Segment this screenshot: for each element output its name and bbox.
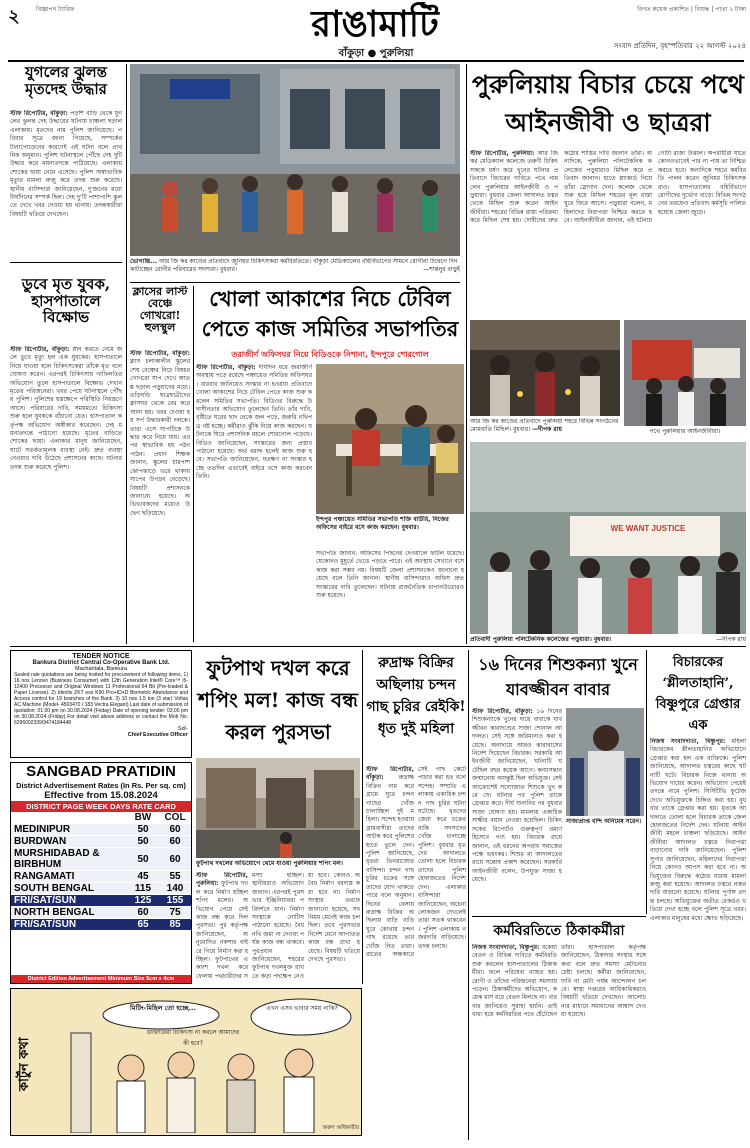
- s6-headline: পুরুলিয়ায় বিচার চেয়ে পথে আইনজীবী ও ছাত্ররা: [472, 70, 744, 137]
- rate-bw: 115: [127, 883, 159, 895]
- rate-header-blank: [11, 812, 127, 824]
- rate-region: MURSHIDABAD & BIRBHUM: [11, 848, 127, 871]
- top-left-text: বিজ্ঞাপন ট্যারিফ: [36, 6, 75, 13]
- rate-col: 55: [159, 871, 191, 883]
- s5-photo-caption: ইন্দপুর পঞ্চায়েত সমিতির সভাপতি শক্তি বাউরি, নিজের অফিসের বাইরে বসে কাজ করছেন। বুধবার।: [316, 516, 449, 531]
- s1-headline: যুগলের ঝুলন্ত মৃতদেহ উদ্ধার: [24, 64, 108, 98]
- tender-sign: Sd/-: [177, 726, 188, 732]
- hospital-caption-bold: ভোগান্তি...: [130, 258, 158, 265]
- s9-body-text: ১৬ দিনের শিশুকন্যাকে খুনের দায়ে বাবাকে যাবজ্জীবন কারাদণ্ডের সাজা শোনাল আদালত। সেই সঙ্গে জরিমানাও করা হয়েছে। অনাদায়ে আরও কারাবাসের নির্দেশ দিয়েছেন বিচারক। সরকারি আইনজীবী জানিয়েছেন, ঘটনাটি ঘটেছিল বছর কয়েক আগে। কন্যাসন্তান জন্মানোয় অসন্তুষ্ট ছিল অভিযুক্ত। সেই আক্রোশেই সদ্যোজাত শিশুকে খুন করে সে। ঘটনার পর পুলিশ তাকে গ্রেপ্তার করে। দীর্ঘ শুনানির পর বুধবার সাজা ঘোষণা হয়। মামলায় একাধিক সাক্ষীর বয়ান নেওয়া হয়েছিল। চিকিৎসকের রিপোর্টও গুরুত্বপূর্ণ প্রমাণ হিসেবে গণ্য হয়। বিচারক রায়ে জানান, এই ধরনের অপরাধ সমাজের পক্ষে ভয়ংকর। শিশুর মা আদালতের রায়ে সন্তোষ প্রকাশ করেছেন। সরকারি আইনজীবী বলেন, উপযুক্ত সাজা হয়েছে।: [472, 708, 562, 884]
- s6-photo-students-art: [470, 442, 746, 634]
- s5-subhead: তরাজীর্ণ অফিসঘর নিয়ে বিডিওকে নিশানা, ইন্দপুরে শোরগোল: [231, 350, 429, 359]
- rate-col: 60: [159, 836, 191, 848]
- s7-photo: [196, 758, 360, 858]
- s8-body: [366, 766, 466, 1136]
- hospital-photo-art: [130, 64, 460, 256]
- column-rule: [193, 286, 194, 642]
- column-rule: [466, 64, 467, 644]
- rate-card-line2: Effective from 15.08.2024: [44, 790, 158, 801]
- rate-col: 155: [159, 895, 191, 907]
- rate-region: NORTH BENGAL: [11, 907, 127, 919]
- s6-photo3-credit: —দীপক রায়: [716, 636, 746, 643]
- s1-body-text: পড়শি বাড়ি থেকে যুগলের ঝুলন্ত দেহ উদ্ধারের ঘটনায় চাঞ্চল্য ছড়াল এলাকায়। মৃতদের নাম পুলিশ জানিয়েছে। পরিবার সূত্রে জানা গিয়েছে, সম্পর্কের টানাপোড়েনের কারণেই এই ঘটনা বলে প্রাথমিক অনুমান। পুলিশ ঘটনাস্থলে পৌঁছে দেহ দুটি উদ্ধার করে ময়নাতদন্তে পাঠিয়েছে। এলাকায় শোকের ছায়া নেমে এসেছে। পুলিশ অস্বাভাবিক মৃত্যুর মামলা রুজু করে তদন্ত শুরু করেছে। স্থানীয় বাসিন্দারা জানিয়েছেন, দু'জনের মধ্যে দীর্ঘদিনের সম্পর্ক ছিল। দেহ দু'টি পাশাপাশি ঝুলতে দেখে খবর দেওয়া হয় থানায়। তদন্তকারীরা বিষয়টি খতিয়ে দেখছেন।: [10, 110, 122, 218]
- cartoon-bubble-2: এখন এসব ভাবার সময় নাকি?: [266, 1005, 338, 1012]
- rate-region: MEDINIPUR: [11, 824, 127, 836]
- rate-header-bw: BW: [127, 812, 159, 824]
- s10-body: [650, 738, 746, 1138]
- rate-table-row: [11, 919, 191, 931]
- s6-photo-lawyers: [624, 320, 746, 426]
- rate-table-row: [11, 824, 191, 836]
- s6-photo-candles: [470, 320, 620, 416]
- rate-region: SOUTH BENGAL: [11, 883, 127, 895]
- tender-org: Bankura District Central Co-Operative Bank Ltd.: [32, 660, 170, 666]
- s5-body-left: [196, 364, 312, 642]
- s9-headline: ১৬ দিনের শিশুকন্যা খুনে যাবজ্জীবন বাবার: [478, 655, 638, 699]
- s2-byline: স্টাফ রিপোর্টার, বাঁকুড়া:: [10, 346, 70, 353]
- rate-bw: 50: [127, 836, 159, 848]
- page-number: ২: [8, 6, 20, 24]
- s7-body: [196, 872, 360, 982]
- s6-photo-lawyers-art: [624, 320, 746, 426]
- divider: [472, 916, 646, 917]
- cartoon-credit: অরুণ অধিকারীর: [322, 1125, 359, 1131]
- rate-col: 60: [159, 824, 191, 836]
- s4-body-text: ক্লাস চলাকালীন স্কুলের শেষ বেঞ্চের নিচে বিষধর গোখরো সাপ দেখে আতঙ্ক ছড়াল পড়ুয়াদের মধ্যে। তড়িঘড়ি ছাত্রছাত্রীদের ক্লাসঘর থেকে বের করে আনা হয়। খবর দেওয়া হয় সর্প উদ্ধারকারী দলকে। তারা এসে সাপটিকে উদ্ধার করে নিয়ে যায়। এরপর স্বাভাবিক হয় পঠনপাঠন। প্রধান শিক্ষক জানান, স্কুলের চারপাশ ঝোপঝাড়ে ভরে থাকায় সাপের উপদ্রব বেড়েছে। বিষয়টি প্রশাসনকে জানানো হয়েছে। অভিভাবকদের মধ্যেও উদ্বেগ ছড়িয়েছে।: [130, 358, 190, 517]
- rate-card-bar: DISTRICT PAGE WEEK DAYS RATE CARD: [11, 801, 191, 812]
- s6-photo3-caption-text: প্রতিবাদী পুরুলিয়া পলিটেকনিক কলেজের পড়ুয়ারা। বুধবার।: [470, 636, 612, 643]
- s1-byline: স্টাফ রিপোর্টার, বাঁকুড়া:: [10, 110, 68, 117]
- s2-body-text: স্নান করতে নেমে জলে ডুবে মৃত্যু হল এক যুবকের। হাসপাতালে নিয়ে যাওয়া হলে চিকিৎসকেরা তাঁকে মৃত বলে ঘোষণা করেন। এরপরই চিকিৎসায় গাফিলতির অভিযোগ তুলে হাসপাতালে বিক্ষোভ দেখান মৃতের পরিজনেরা। খবর পেয়ে ঘটনাস্থলে পৌঁছয় পুলিশ। পুলিশের হস্তক্ষেপে পরিস্থিতি নিয়ন্ত্রণে আসে। পরিবারের দাবি, সময়মতো চিকিৎসা শুরু হলে যুবককে বাঁচানো যেত। হাসপাতাল কর্তৃপক্ষ অভিযোগ অস্বীকার করেছেন। দেহ ময়নাতদন্তে পাঠানো হয়েছে। মৃতের বাড়িতে শোকের ছায়া। এলাকার মানুষ জানিয়েছেন, ঘাটে সতর্কতামূলক ব্যবস্থা নেই। দ্রুত ব্যবস্থা নেওয়ার দাবি উঠেছে প্রশাসনের কাছে। ঘটনার তদন্ত শুরু করেছে পুলিশ।: [10, 346, 122, 471]
- s7-headline: ফুটপাথ দখল করে শপিং মল! কাজ বন্ধ করল পুরসভা: [197, 656, 359, 744]
- s1-body: [10, 110, 122, 260]
- tender-address: Machantala, Bankura: [75, 666, 127, 672]
- cartoon-panel: [10, 988, 362, 1136]
- s9-byline: স্টাফ রিপোর্টার, বাঁকুড়া:: [472, 708, 533, 715]
- rate-table-row: [11, 895, 191, 907]
- s6-photo-candles-art: [470, 320, 620, 416]
- rate-table-row: [11, 871, 191, 883]
- hospital-caption-text: আর জি কর কাণ্ডের প্রতিবাদে জুনিয়র চিকিৎসকরা কর্মবিরতিতে। বাঁকুড়া মেডিক্যালের বহির্বিভাগের সামনে রোগীরা উদ্বেগে দিন কাটাচ্ছেন রোগীর পরিবারের সদস্যরা। বুধবার।: [130, 258, 458, 273]
- rate-table-row: [11, 836, 191, 848]
- s8-body-text: রুদ্রাক্ষ বিক্রির নাম করে গ্রামে ঘুরে চন্দন গাছের খোঁজ চালাচ্ছিল দুই মহিলা। সন্দেহ হওয়ায় গ্রামবাসীরা তাদের আটক করে পুলিশের হাতে তুলে দেন। পুলিশ জানিয়েছে, ধৃতরা ভিনরাজ্যের বাসিন্দা। চন্দন গাছ চুরির চক্রের সঙ্গে তাদের যোগ থাকতে পারে বলে অনুমান। দিনের বেলায় রুদ্রাক্ষ বিক্রির অছিলায় বাড়ি বাড়ি ঘুরে কোথায় চন্দন গাছ রয়েছে তার খোঁজ নিত তারা। রাতের অন্ধকারে সেই গাছ কেটে পাচার করা হত বলে সন্দেহ। সম্প্রতি এলাকায় একাধিক চন্দন গাছ চুরির ঘটনা ঘটেছে। ধৃতদের জেরা করে চক্রের বাকি সদস্যদের খোঁজ চালাচ্ছে পুলিশ। বুধবার ধৃতদের আদালতে তোলা হলে বিচারক তাদের পুলিশ হেফাজতের নির্দেশ দেন। এলাকার বাসিন্দারা জানিয়েছেন, অচেনা লোকজন দেখলেই তারা সতর্ক থাকবেন। পুলিশ এলাকায় নজরদারি বাড়িয়েছে। তদন্ত চলছে।: [366, 766, 466, 958]
- divider: [130, 282, 460, 283]
- s8-byline: স্টাফ রিপোর্টার, বাঁকুড়া:: [366, 766, 414, 782]
- rate-col: 75: [159, 907, 191, 919]
- s6-body-text: আর জি কর মেডিক্যাল কলেজে তরুণী চিকিৎসককে ধর্ষণ করে খুনের ঘটনার প্রতিবাদে বিচারের দাবিতে পথে নামলেন পুরুলিয়ার আইনজীবী ও পড়ুয়ারা। বুধবার জেলা আদালত চত্বর থেকে মিছিল শুরু করেন আইনজীবীরা। শহরের বিভিন্ন রাস্তা পরিক্রমা করে মিছিল শেষ হয়। দোষীদের দ্রুত কঠোর শাস্তির দাবি জানান তাঁরা। অন্যদিকে, পুরুলিয়া পলিটেকনিক কলেজের পড়ুয়ারাও মিছিল করে প্রতিবাদ জানান। হাতে প্ল্যাকার্ড নিয়ে তাঁরা স্লোগান দেন। কলেজ থেকে শুরু হয়ে মিছিল শহরের মূল রাস্তা ঘুরে ফিরে আসে। পড়ুয়ারা বলেন, মহিলাদের নিরাপত্তা নিশ্চিত করতে হবে। আইনজীবীরা জানান, এই ঘটনায় গোটা রাজ্য উত্তাল। অপরাধীরা যাতে কোনওভাবেই পার না পায় তা নিশ্চিত করতে হবে। অন্যদিকে শহরে কর্মবিরতি পালন করেন জুনিয়র চিকিৎসকরাও। হাসপাতালের বহির্বিভাগে রোগীদের দুর্ভোগ বাড়ে। বিভিন্ন সংগঠনের তরফেও প্রতিবাদ কর্মসূচি পালিত হয়েছে জেলা জুড়ে।: [470, 150, 746, 225]
- rate-bw: 65: [127, 919, 159, 931]
- tender-notice: [10, 650, 192, 758]
- rate-card: [10, 762, 192, 984]
- rate-bw: 50: [127, 824, 159, 836]
- s6-banner-text: WE WANT JUSTICE: [610, 524, 686, 533]
- s9-photo-caption: সাজাপ্রাপ্ত বন্দি অনিমেষ সরেন।: [566, 818, 642, 825]
- s6-photo-lawyers-caption: পথে পুরুলিয়ার আইনজীবীরা।: [649, 428, 721, 435]
- hospital-photo-caption: [130, 258, 460, 280]
- rate-table: [11, 812, 191, 931]
- s7-body-text: ফুটপাথ দখল করে নির্মাণ হচ্ছিল শপিং মলের। অভিযোগ পেয়ে সেই কাজ বন্ধ করে দিল পুরসভা। পুর কর্তৃপক্ষ জানিয়েছেন, অনুমোদিত নকশার বাইরে গিয়ে নির্মাণ করা হচ্ছিল। ফুটপাথের একাংশ দখল করে ফেলায় পথচারীদের সমস্যা হচ্ছিল। স্থানীয়রাও অভিযোগ জানান। এরপরই পুরসভার ইঞ্জিনিয়াররা পরিদর্শনে যান। নির্মাণ সংস্থাকে নোটিস পাঠানো হয়েছে। বৈধ নথি জমা না দেওয়া পর্যন্ত কাজ বন্ধ থাকবে। পুরপ্রধান জানিয়েছেন, শহরের ফুটপাথ দখলমুক্ত রাখতে কড়া পদক্ষেপ নেওয়া হবে। কোনও অবৈধ নির্মাণ বরদাস্ত করা হবে না। নির্মাণ সংস্থার তরফে জানানো হয়েছে, সব নিয়ম মেনেই কাজ চলছিল। তবে পুরসভার নির্দেশ মেনে আপাতত কাজ বন্ধ রাখা হয়েছে। বিষয়টি খতিয়ে দেখছে পুরসভা।: [196, 872, 360, 980]
- hospital-photo: [130, 64, 460, 256]
- s4-body: [130, 350, 190, 644]
- s11-body-text: বকেয়া বেতন ও বিভিন্ন দাবিতে কর্মবিরতি শুরু করলেন হাসপাতালের ঠিকাকর্মীরা। ফলে পরিষেবা ব্যাহত হয়। রোগী ও তাঁদের পরিজনেরা সমস্যায় পড়েন। ঠিকাকর্মীদের অভিযোগ, কয়েক মাস ধরে বেতন মিলছে না। বারবার জানিয়েও সুরাহা হয়নি। তাই বাধ্য হয়ে কর্মবিরতির পথে হেঁটেছেন তাঁরা। হাসপাতাল কর্তৃপক্ষ জানিয়েছেন, ঠিকাদার সংস্থার সঙ্গে কথা বলে দ্রুত সমস্যা মেটানোর চেষ্টা চলছে। কর্মীরা জানিয়েছেন, দাবি না মেটা পর্যন্ত আন্দোলন চলবে। স্বাস্থ্য দপ্তরের আধিকারিকরাও বিষয়টি খতিয়ে দেখছেন। আলোচনার মাধ্যমে সমাধানের আশ্বাস দেওয়া হয়েছে।: [472, 944, 646, 1019]
- s4-byline: স্টাফ রিপোর্টার, বাঁকুড়া:: [130, 350, 190, 357]
- rate-col: 140: [159, 883, 191, 895]
- s5-body-left-text: দীর্ঘদিন ধরে জরাজীর্ণ অবস্থায় পড়ে রয়েছে পঞ্চায়েত সমিতির অফিসঘর। বারবার জানিয়েও সংস্কার না হওয়ায় প্রতিবাদে খোলা আকাশের নিচে টেবিল পেতে কাজ শুরু করলেন সমিতির সভাপতি। বিডিওর বিরুদ্ধে উদাসীনতার অভিযোগ তুলেছেন তিনি। তাঁর দাবি, বৃষ্টিতে ঘরের ছাদ থেকে জল পড়ে, জরুরি নথিপত্র নষ্ট হচ্ছে। কর্মীরাও ঝুঁকি নিয়ে কাজ করছেন। ঘটনাকে ঘিরে প্রশাসনিক মহলে শোরগোল পড়েছে। বিডিও জানিয়েছেন, সংস্কারের জন্য প্রস্তাব পাঠানো হয়েছে। অর্থ বরাদ্দ হলেই কাজ শুরু হবে। সভাপতি জানিয়েছেন, যতক্ষণ না সংস্কার হচ্ছে ততদিন এভাবেই বাইরে বসে কাজ করবেন তিনি।: [196, 364, 312, 481]
- s7-byline: স্টাফ রিপোর্টার, পুরুলিয়া:: [196, 872, 248, 888]
- s5-headline: খোলা আকাশের নিচে টেবিল পেতে কাজ সমিতির সভাপতির: [201, 286, 459, 341]
- rate-col: 85: [159, 919, 191, 931]
- s5-photo-art: [316, 364, 464, 514]
- s6-photo1-caption-text: আর জি কর কাণ্ডের প্রতিবাদে পুরুলিয়া শহরে বিভিন্ন সংগঠনের মোমবাতি মিছিল। বুধবার।: [470, 418, 619, 433]
- s5-photo: [316, 364, 464, 514]
- cartoon-bubble-1: ডাক্তারেরা চিকিৎসা না করলে আমাদের কী হবে?: [146, 1029, 240, 1047]
- column-rule: [468, 650, 469, 1140]
- s6-photo1-credit: —দীপক রায়: [532, 426, 562, 433]
- s9-photo: [566, 708, 644, 816]
- publisher-line: বিগত কয়েক প্রকাশিত | বিশুদ্ধ | পাতা ২ টাকা: [637, 6, 746, 13]
- s8-headline: রুদ্রাক্ষ বিক্রির অছিলায় চন্দন গাছ চুরির রেইকি! ধৃত দুই মহিলা: [366, 655, 466, 737]
- rate-table-row: [11, 883, 191, 895]
- s11-headline: কর্মবিরতিতে ঠিকাকর্মীরা: [493, 923, 625, 939]
- rate-region: RANGAMATI: [11, 871, 127, 883]
- rate-bw: 125: [127, 895, 159, 907]
- s2-headline: ডুবে মৃত যুবক, হাসপাতালে বিক্ষোভ: [21, 276, 111, 326]
- s5-byline: স্টাফ রিপোর্টার, বাঁকুড়া:: [196, 364, 256, 371]
- s10-body-text: মহিলা বিচারকের শ্লীলতাহানির অভিযোগে গ্রেপ্তার করা হল এক ব্যক্তিকে। পুলিশ জানিয়েছে, আদালত চত্বরের কাছে ঘটনাটি ঘটে। বিচারক নিজে থানায় অভিযোগ দায়ের করেন। অভিযোগ পেয়েই তদন্তে নামে পুলিশ। সিসিটিভি ফুটেজ দেখে অভিযুক্তকে চিহ্নিত করা হয়। বুধবার তাকে গ্রেপ্তার করা হয়। ধৃতকে আদালতে তোলা হলে বিচারক তাকে জেল হেফাজতের নির্দেশ দেন। ঘটনায় আইনজীবী মহলে চাঞ্চল্য ছড়িয়েছে। আইনজীবীরা আদালত চত্বরে নিরাপত্তা বাড়ানোর দাবি জানিয়েছেন। পুলিশ সুপার জানিয়েছেন, মহিলাদের নিরাপত্তা নিয়ে কোনও আপস করা হবে না। অভিযুক্তের বিরুদ্ধে কঠোর ধারায় মামলা রুজু করা হয়েছে। আদালত চত্বরে নজরদারি বাড়ানো হয়েছে। ঘটনার পূর্ণাঙ্গ তদন্ত চলছে। অভিযুক্তের অতীত রেকর্ডও খতিয়ে দেখা হচ্ছে বলে পুলিশ সূত্রে খবর। এলাকার মানুষের মধ্যে ক্ষোভ ছড়িয়েছে।: [650, 738, 746, 922]
- rate-card-footer: District Edition Advertisement Minimum Size 5cm x 4cm: [11, 975, 191, 983]
- rate-region: BURDWAN: [11, 836, 127, 848]
- s5-body-right: সভাপতি জানান, অফিসের পিছনের দেওয়ালে ফাটল ধরেছে। যেকোনও মুহূর্তে ভেঙে পড়তে পারে। এই অবস্থায় সেখানে বসে কাজ করা সম্ভব নয়। বিষয়টি জেলা প্রশাসনকেও জানানো হয়েছে বলে তিনি জানান। স্থানীয় বাসিন্দারাও অফিস দ্রুত সংস্কারের দাবি তুলেছেন। ঘটনায় রাজনৈতিক চাপানউতোরও শুরু হয়েছে।: [316, 550, 464, 600]
- masthead: রাঙামাটি: [311, 3, 439, 45]
- tender-signatory: Chief Executive Officer: [127, 732, 188, 738]
- s6-photo-candles-caption: [470, 418, 620, 440]
- divider: [10, 262, 122, 263]
- s9-photo-art: [566, 708, 644, 816]
- column-rule: [646, 650, 647, 914]
- s6-photo-students: [470, 442, 746, 634]
- rate-card-brand: SANGBAD PRATIDIN: [26, 763, 176, 780]
- s7-photo-art: [196, 758, 360, 858]
- date-line: সংবাদ প্রতিদিন, বৃহস্পতিবার ২২ আগস্ট ২০২৪: [614, 42, 746, 50]
- rate-card-line1: District Advertisement Rates (In Rs. Per sq. cm): [16, 781, 186, 790]
- rate-col: 60: [159, 848, 191, 871]
- cartoon-side-label: কার্টুন কথা: [17, 1037, 32, 1091]
- rate-bw: 50: [127, 848, 159, 871]
- cartoon-top-banner: মিটিং-মিছিল তো হচ্ছে...: [130, 1004, 196, 1012]
- rate-region: FRI/SAT/SUN: [11, 919, 127, 931]
- tender-body: Sealed rate quotations are being invited for procurement of following items, 1) 16 nos Lenovo (Business Consumer) with 12th Generation Intel® Core™ i5-12400 Processor and Original Windows 11 Professional 64 Bit (Pre-loaded & Paper License). 2) Identix ZKT eso K90 Pro+ID+D Biometric Attendance and Access control for 19 branches of the Bank. 3) 10 nos 1.5 ton (3 star) Voltas AC Machine (Model- 4503470 / 183 Vectra Elegant) Last date of submission of quotation: 01:00 pm on 30.08.2024 (Friday) Date of opening tender: 03.00 pm on 30.08.2024 (Friday) For detail visit above address or contact the Mob No. 6296002339/9474184448: [14, 672, 188, 726]
- hospital-photo-credit: —শান্তনুর বাড়ুই: [423, 266, 460, 273]
- s11-body: [472, 944, 646, 1138]
- column-rule: [362, 650, 363, 984]
- s7-photo-caption: ফুটপাথ দখলের অভিযোগে থেমে যাওয়া পুরুলিয়ার শপিং মল।: [196, 860, 343, 867]
- tender-title: TENDER NOTICE: [72, 653, 130, 660]
- s6-byline: স্টাফ রিপোর্টার, পুরুলিয়া:: [470, 150, 535, 157]
- s11-byline: নিজস্ব সংবাদদাতা, বিষ্ণুপুর:: [472, 944, 540, 951]
- s4-headline: ক্লাসের লাস্ট বেঞ্চে গোখরো! হুলস্থুল: [132, 286, 188, 335]
- rate-header-col: COL: [159, 812, 191, 824]
- header-rule: [8, 60, 744, 62]
- s10-headline: বিচারকের ‘শ্লীলতাহানি’, বিষ্ণুপুরে গ্রেপ্তার এক: [655, 655, 741, 733]
- s9-body: [472, 708, 562, 914]
- rate-table-row: [11, 907, 191, 919]
- rate-table-header: [11, 812, 191, 824]
- rate-bw: 45: [127, 871, 159, 883]
- rate-region: FRI/SAT/SUN: [11, 895, 127, 907]
- column-rule: [126, 64, 127, 644]
- sub-masthead: বাঁকুড়া ● পুরুলিয়া: [338, 48, 414, 59]
- rate-bw: 60: [127, 907, 159, 919]
- s2-body: [10, 346, 122, 642]
- rate-table-row: [11, 848, 191, 871]
- s6-photo-students-caption: [470, 636, 746, 646]
- section-rule: [10, 646, 746, 647]
- s6-body: [470, 150, 746, 316]
- s10-byline: নিজস্ব সংবাদদাতা, বিষ্ণুপুর:: [650, 738, 726, 745]
